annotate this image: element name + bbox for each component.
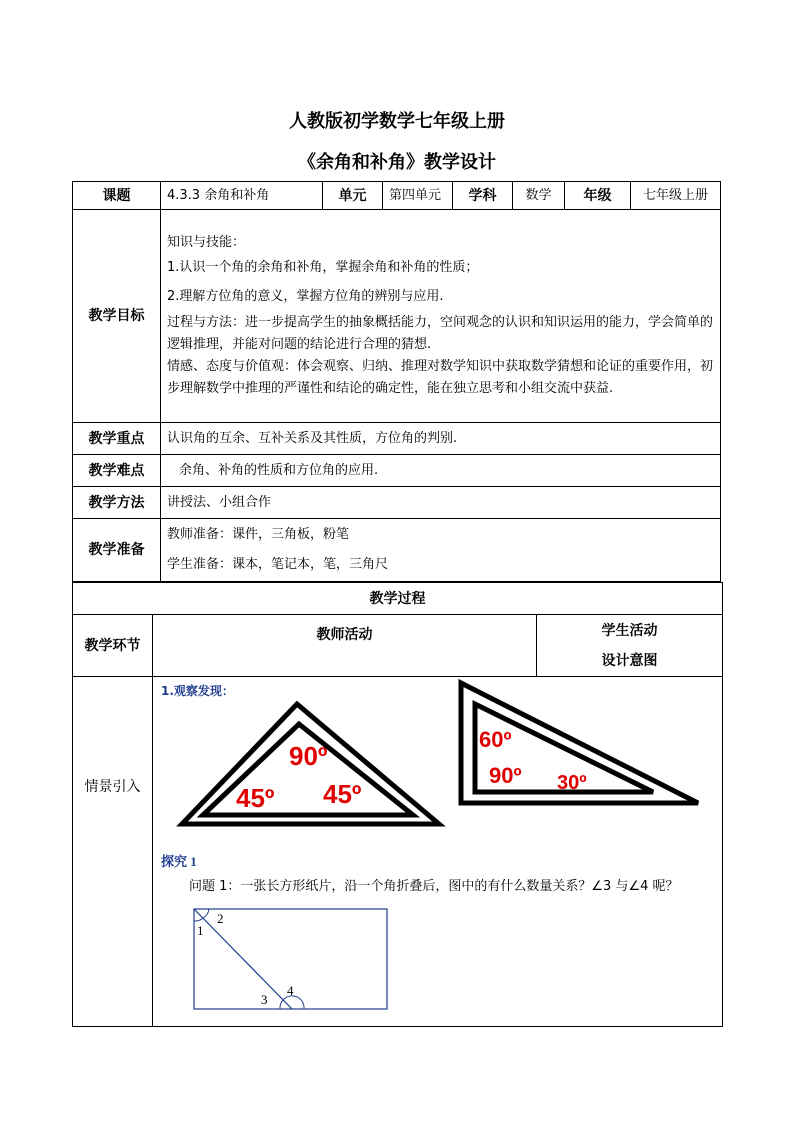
objective-line: 知识与技能： (167, 235, 246, 250)
angle-label-30: 30º (557, 772, 587, 794)
folded-rectangle-figure (183, 903, 393, 1018)
student-preparation: 学生准备：课本，笔记本，笔，三角尺 (167, 557, 389, 572)
angle-2-label: 2 (217, 911, 224, 926)
key-points-value: 认识角的互余、互补关系及其性质，方位角的判别. (161, 423, 721, 455)
subject-label: 学科 (453, 182, 513, 210)
difficulties-label: 教学难点 (73, 455, 161, 487)
angle-1-label: 1 (197, 923, 204, 938)
design-intent-label: 设计意图 (601, 652, 658, 669)
objective-line: 过程与方法：进一步提高学生的抽象概括能力，空间观念的认识和知识运用的能力，学会简单的逻辑推理，并能对问题的结论进行合理的猜想. (167, 315, 714, 352)
observe-heading: 1.观察发现： (161, 684, 234, 698)
angle-label-90: 90º (289, 741, 328, 771)
angle-4-label: 4 (287, 983, 294, 998)
stage-column-header: 教学环节 (73, 615, 153, 677)
question-text: 问题 1：一张长方形纸片，沿一个角折叠后，图中的有什么数量关系？∠3 与∠4 呢？ (189, 879, 679, 894)
explore-heading: 探究 1 (161, 854, 197, 869)
objectives-label: 教学目标 (73, 210, 161, 423)
teacher-activity-cell (153, 677, 723, 1027)
angle-3-label: 3 (261, 992, 268, 1007)
info-table (72, 181, 721, 582)
preparation-label: 教学准备 (73, 519, 161, 582)
angle-label-60: 60º (479, 727, 512, 752)
methods-value: 讲授法、小组合作 (161, 487, 721, 519)
key-points-label: 教学重点 (73, 423, 161, 455)
subject-value: 数学 (513, 182, 565, 210)
grade-label: 年级 (565, 182, 631, 210)
unit-value: 第四单元 (383, 182, 453, 210)
stage-name: 情景引入 (73, 677, 153, 1027)
angle-label-45-right: 45º (323, 779, 362, 809)
document-title: 人教版初学数学七年级上册 (289, 111, 505, 132)
grade-value: 七年级上册 (631, 182, 721, 210)
triangle-30-60-90 (443, 677, 713, 817)
student-activity-label: 学生活动 (601, 622, 658, 639)
objective-line: 情感、态度与价值观：体会观察、归纳、推理对数学知识中获取数学猜想和论证的重要作用，初步理解数学中推理的严谨性和结论的确定性，能在独立思考和小组交流中获益. (167, 359, 714, 396)
objective-line: 1.认识一个角的余角和补角，掌握余角和补角的性质； (167, 260, 479, 275)
teacher-column-header: 教师活动 (153, 615, 537, 677)
student-column-header (537, 615, 723, 677)
objective-line: 2.理解方位角的意义，掌握方位角的辨别与应用. (167, 289, 444, 304)
document-subtitle: 《余角和补角》教学设计 (298, 152, 496, 173)
angle-label-45-left: 45º (236, 783, 275, 813)
teacher-preparation: 教师准备：课件，三角板，粉笔 (167, 527, 350, 542)
topic-value: 4.3.3 余角和补角 (161, 182, 323, 210)
preparation-content (161, 519, 721, 582)
objectives-content (161, 210, 721, 423)
methods-label: 教学方法 (73, 487, 161, 519)
topic-label: 课题 (73, 182, 161, 210)
process-table (72, 582, 723, 1027)
unit-label: 单元 (323, 182, 383, 210)
triangle-45-45-90 (153, 677, 453, 837)
angle-label-90b: 90º (489, 763, 522, 788)
process-header: 教学过程 (73, 583, 723, 615)
difficulties-value: 余角、补角的性质和方位角的应用. (161, 455, 721, 487)
